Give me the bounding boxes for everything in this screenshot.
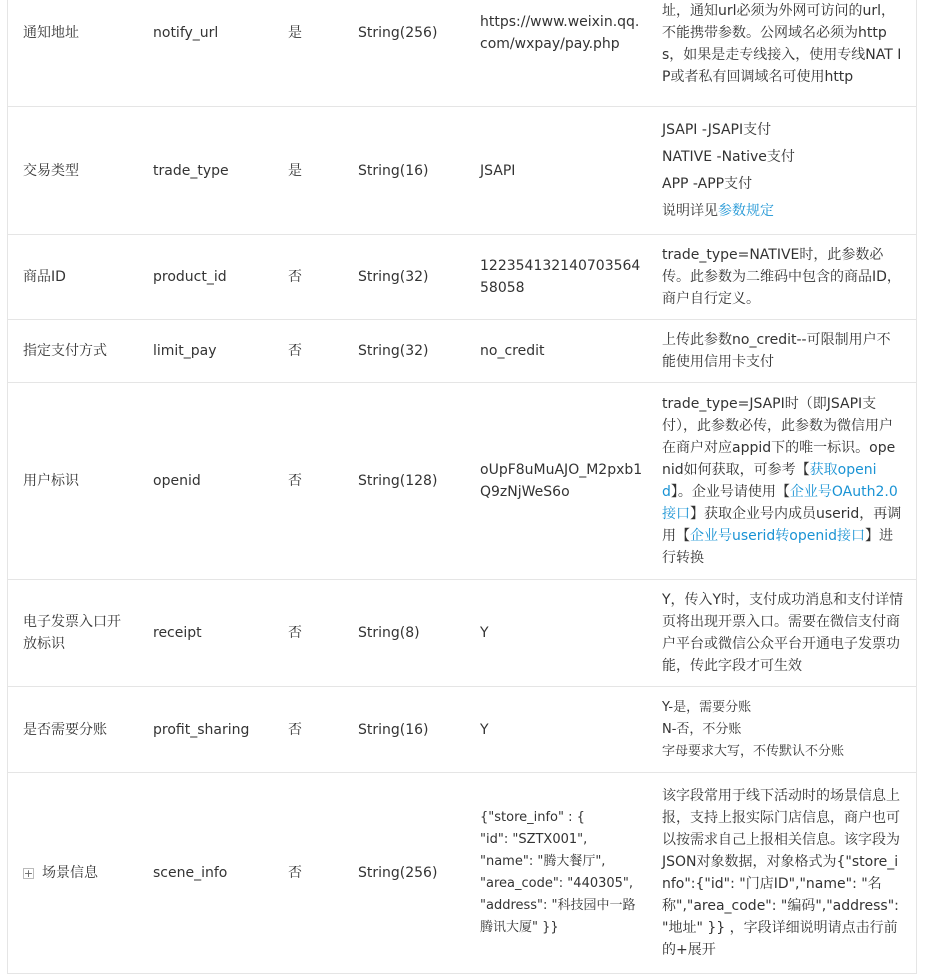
param-name: 电子发票入口开放标识	[23, 614, 121, 652]
param-example: https://www.weixin.qq.com/wxpay/pay.php	[480, 14, 640, 52]
param-desc	[653, 0, 916, 106]
desc-text: trade_type=JSAPI时（即JSAPI支付），此参数必传，此参数为微信用户在商户对应appid下的唯一标识。openid如何获取，可参考【	[662, 396, 896, 478]
param-field: trade_type	[153, 162, 229, 179]
param-required: 否	[288, 473, 302, 489]
param-name: 通知地址	[23, 25, 79, 41]
desc-text: 】。企业号请使用【	[670, 484, 790, 500]
desc-line: JSAPI -JSAPI支付	[662, 121, 772, 138]
param-desc-text: 址，通知url必须为外网可访问的url，不能携带参数。公网域名必须为https，如果是走专线接入，使用专线NAT IP或者私有回调域名可使用http	[662, 3, 902, 85]
param-required: 是	[288, 162, 302, 179]
table-row	[8, 580, 916, 687]
param-required: 否	[288, 865, 302, 881]
param-type: String(256)	[358, 25, 438, 41]
param-field: profit_sharing	[153, 721, 250, 738]
param-field: limit_pay	[153, 343, 217, 359]
param-example: 12235413214070356458058	[480, 258, 641, 296]
param-name: 用户标识	[23, 473, 79, 489]
param-desc	[653, 773, 916, 973]
param-name: 商品ID	[23, 269, 66, 285]
param-desc-text: 上传此参数no_credit--可限制用户不能使用信用卡支付	[662, 332, 891, 370]
param-desc-text: Y，传入Y时，支付成功消息和支付详情页将出现开票入口。需要在微信支付商户平台或微信公众平台开通电子发票功能，传此字段才可生效	[662, 592, 904, 674]
param-desc-text: trade_type=NATIVE时，此参数必传。此参数为二维码中包含的商品ID，商户自行定义。	[662, 247, 901, 307]
param-field: product_id	[153, 269, 227, 285]
desc-text: 】获取企业号内成员userid，再调用【	[662, 506, 902, 544]
param-field: scene_info	[153, 865, 228, 881]
param-required: 否	[288, 721, 302, 738]
param-type: String(256)	[358, 865, 438, 881]
userid-to-openid-link[interactable]: 企业号userid转openid接口	[690, 528, 866, 544]
table-row	[8, 383, 916, 580]
table-row	[8, 773, 916, 974]
param-type: String(8)	[358, 625, 420, 641]
param-example: Y	[480, 721, 489, 738]
param-type: String(16)	[358, 721, 429, 738]
param-required: 否	[288, 625, 302, 641]
param-example-text: {"store_info" : { "id": "SZTX001", "name": "腾大餐厅", "area_code": "440305", "address": "科技园中一路腾讯大厦" }}	[480, 810, 636, 935]
param-field: notify_url	[153, 25, 219, 41]
param-type: String(128)	[358, 473, 438, 489]
param-field: receipt	[153, 625, 202, 641]
param-required: 否	[288, 343, 302, 359]
expand-icon[interactable]: +	[23, 866, 34, 880]
param-type: String(32)	[358, 343, 429, 359]
desc-line: 字母要求大写，不传默认不分账	[662, 743, 845, 759]
param-name	[8, 773, 138, 973]
param-example: Y	[480, 625, 489, 641]
param-name: 是否需要分账	[23, 721, 107, 738]
param-required: 否	[288, 269, 302, 285]
param-desc	[653, 235, 916, 319]
oauth-link[interactable]: 企业号OAuth2.0接口	[662, 484, 898, 522]
table-row	[8, 0, 916, 107]
param-desc	[653, 320, 916, 382]
param-desc-text: 该字段常用于线下活动时的场景信息上报，支持上报实际门店信息，商户也可以按需求自己上报相关信息。该字段为JSON对象数据，对象格式为{"store_info":{"id": "门店ID","name": "名称","area_code": "编码","address": "地址" }} ，字段详细说明请点击行前的+展开	[662, 788, 900, 958]
params-table	[7, 0, 917, 974]
param-name: 指定支付方式	[23, 343, 107, 359]
param-example: no_credit	[480, 343, 545, 359]
param-field: openid	[153, 473, 201, 489]
param-desc	[653, 687, 916, 772]
param-name: 交易类型	[23, 162, 79, 179]
table-row	[8, 107, 916, 235]
desc-line: N-否，不分账	[662, 721, 742, 737]
param-example: oUpF8uMuAJO_M2pxb1Q9zNjWeS6o	[480, 462, 643, 500]
param-name-text: 场景信息	[42, 865, 98, 881]
param-type: String(16)	[358, 162, 429, 179]
table-row	[8, 235, 916, 320]
desc-line: APP -APP支付	[662, 175, 753, 192]
table-row	[8, 687, 916, 773]
desc-prefix: 说明详见	[662, 202, 718, 219]
get-openid-link[interactable]: 获取openid	[662, 462, 877, 500]
desc-text: 】进行转换	[662, 528, 894, 566]
param-desc	[653, 107, 916, 234]
param-required: 是	[288, 25, 302, 41]
desc-line: Y-是，需要分账	[662, 699, 752, 715]
param-example	[465, 773, 653, 973]
param-type: String(32)	[358, 269, 429, 285]
param-desc	[653, 580, 916, 686]
desc-line: NATIVE -Native支付	[662, 148, 795, 165]
param-example: JSAPI	[480, 162, 516, 179]
param-desc	[653, 383, 916, 579]
param-rules-link[interactable]: 参数规定	[718, 202, 774, 219]
table-row	[8, 320, 916, 383]
